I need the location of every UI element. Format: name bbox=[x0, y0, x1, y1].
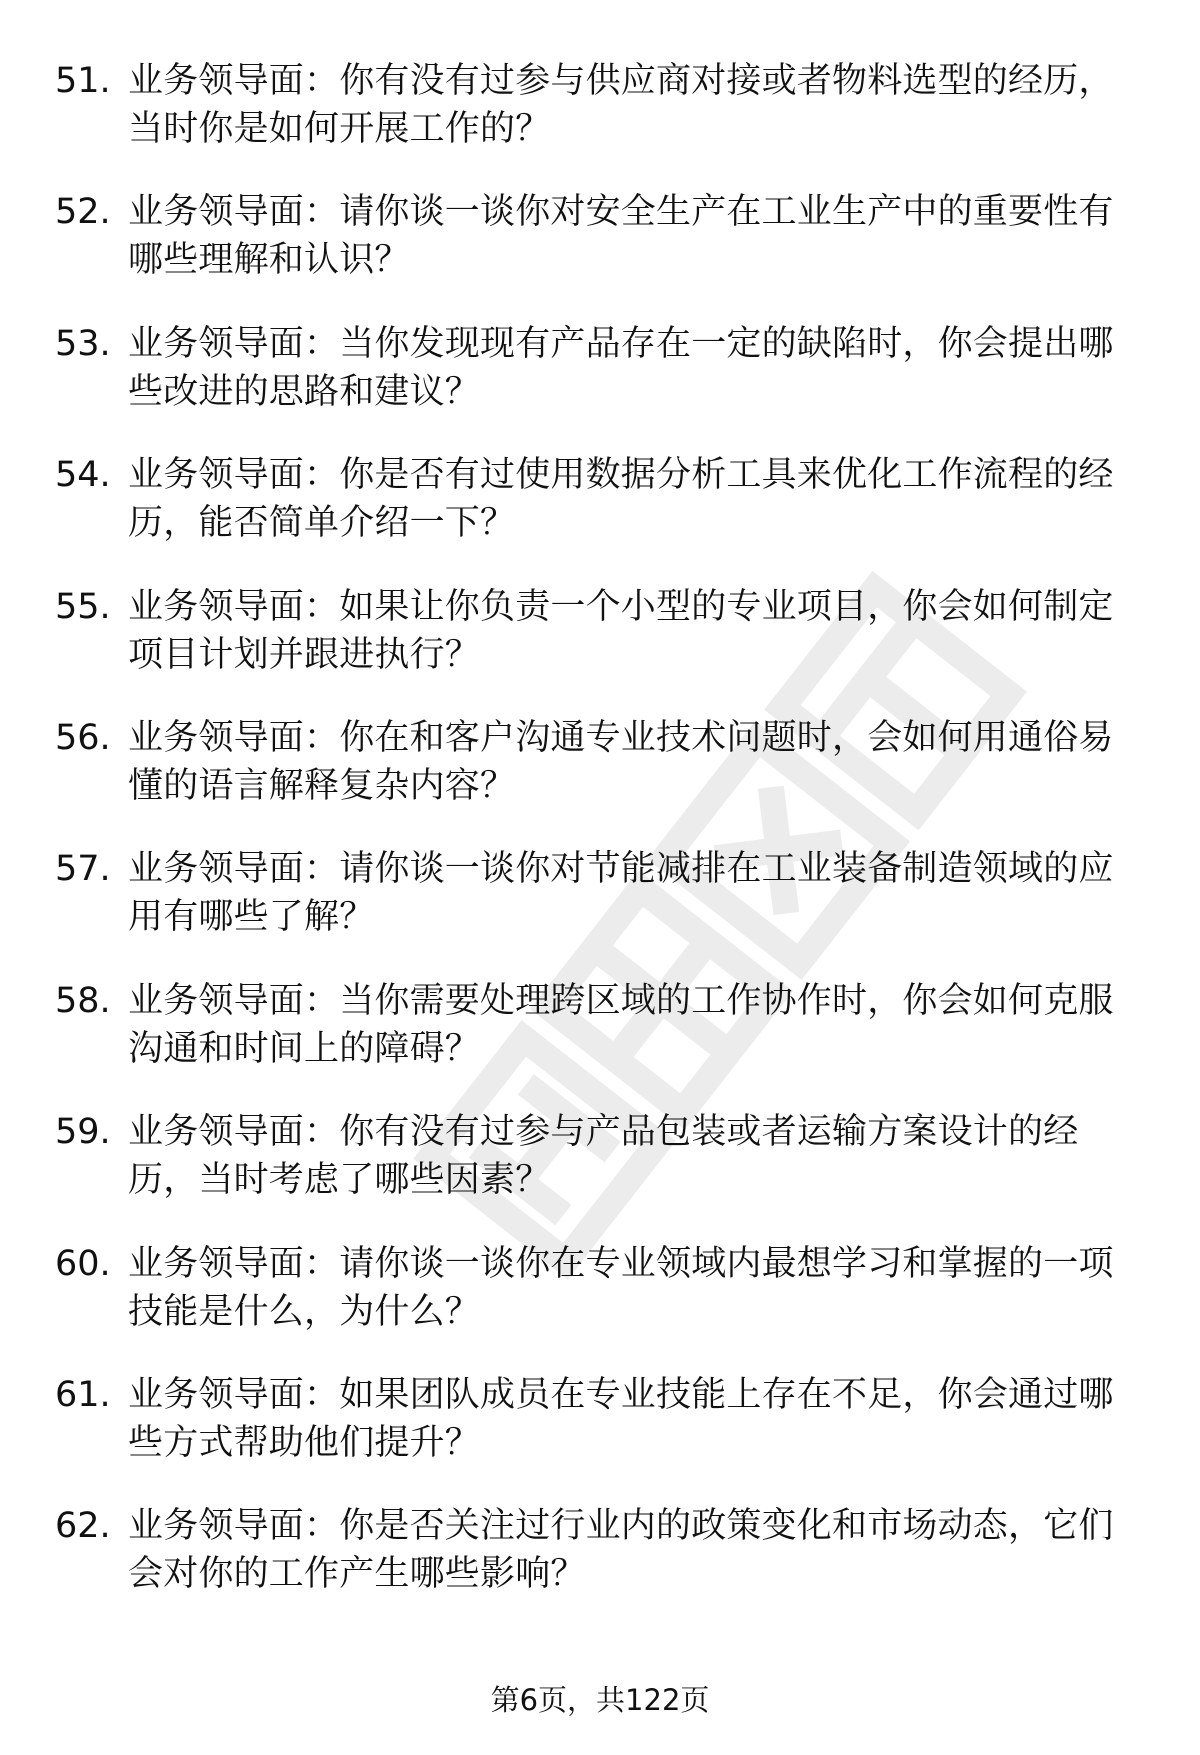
page-footer: 第6页，共122页 bbox=[490, 1683, 710, 1717]
question-item bbox=[55, 583, 1145, 714]
question-text: 业务领导面：请你谈一谈你对安全生产在工业生产中的重要性有哪些理解和认识？ bbox=[128, 192, 1114, 281]
question-number: 62. bbox=[55, 1506, 111, 1547]
question-number: 61. bbox=[55, 1374, 111, 1415]
question-text: 业务领导面：你是否有过使用数据分析工具来优化工作流程的经历，能否简单介绍一下？ bbox=[128, 455, 1114, 544]
question-number: 57. bbox=[55, 849, 111, 890]
question-text: 业务领导面：请你谈一谈你对节能减排在工业装备制造领域的应用有哪些了解？ bbox=[128, 849, 1114, 938]
question-item bbox=[55, 188, 1145, 319]
question-item bbox=[55, 977, 1145, 1108]
question-number: 54. bbox=[55, 455, 111, 496]
question-item bbox=[55, 57, 1145, 188]
question-text: 业务领导面：请你谈一谈你在专业领域内最想学习和掌握的一项技能是什么，为什么？ bbox=[128, 1243, 1114, 1332]
question-number: 56. bbox=[55, 717, 111, 758]
question-number: 52. bbox=[55, 192, 111, 233]
question-item bbox=[55, 1371, 1145, 1502]
question-text: 业务领导面：你是否关注过行业内的政策变化和市场动态，它们会对你的工作产生哪些影响？ bbox=[128, 1506, 1114, 1595]
question-number: 58. bbox=[55, 980, 111, 1021]
question-item bbox=[55, 714, 1145, 845]
question-text: 业务领导面：你有没有过参与供应商对接或者物料选型的经历，当时你是如何开展工作的？ bbox=[128, 61, 1114, 149]
question-text: 业务领导面：你在和客户沟通专业技术问题时，会如何用通俗易懂的语言解释复杂内容？ bbox=[128, 717, 1114, 806]
question-item bbox=[55, 1502, 1145, 1633]
question-list bbox=[55, 57, 1145, 1634]
question-item bbox=[55, 1108, 1145, 1239]
question-text: 业务领导面：当你需要处理跨区域的工作协作时，你会如何克服沟通和时间上的障碍？ bbox=[128, 980, 1114, 1069]
question-item bbox=[55, 1240, 1145, 1371]
question-text: 业务领导面：当你发现现有产品存在一定的缺陷时，你会提出哪些改进的思路和建议？ bbox=[128, 323, 1114, 412]
question-text: 业务领导面：如果让你负责一个小型的专业项目，你会如何制定项目计划并跟进执行？ bbox=[128, 586, 1114, 675]
question-text: 业务领导面：如果团队成员在专业技能上存在不足，你会通过哪些方式帮助他们提升？ bbox=[128, 1374, 1114, 1463]
question-number: 53. bbox=[55, 323, 111, 364]
question-item bbox=[55, 320, 1145, 451]
question-number: 60. bbox=[55, 1243, 111, 1284]
question-item bbox=[55, 451, 1145, 582]
question-item bbox=[55, 845, 1145, 976]
question-number: 55. bbox=[55, 586, 111, 627]
question-number: 59. bbox=[55, 1112, 111, 1153]
question-number: 51. bbox=[55, 61, 111, 101]
question-text: 业务领导面：你有没有过参与产品包装或者运输方案设计的经历，当时考虑了哪些因素？ bbox=[128, 1112, 1079, 1201]
